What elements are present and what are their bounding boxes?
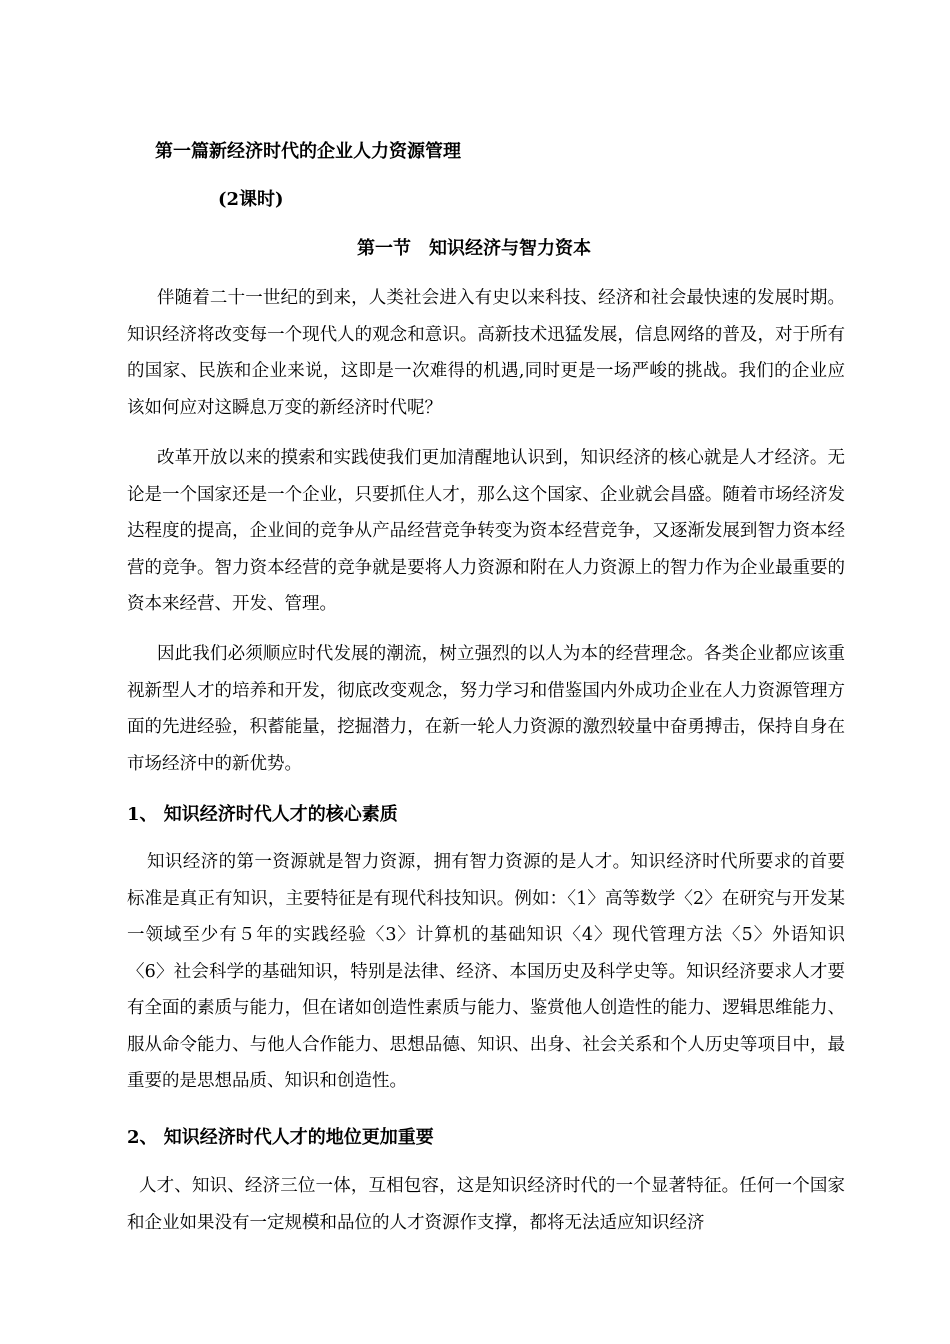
part-title: 第一篇新经济时代的企业人力资源管理 [155,141,461,162]
paragraph-3: 因此我们必须顺应时代发展的潮流，树立强烈的以人为本的经营理念。各类企业都应该重视新型人才的培养和开发，彻底改变观念，努力学习和借鉴国内外成功企业在人力资源管理方面的先进经验，积蓄能量，挖掘潜力，在新一轮人力资源的激烈较量中奋勇搏击，保持自身在市场经济中的新优势。 [127,644,845,774]
paragraph-2: 改革开放以来的摸索和实践使我们更加清醒地认识到，知识经济的核心就是人才经济。无论是一个国家还是一个企业，只要抓住人才，那么这个国家、企业就会昌盛。随着市场经济发达程度的提高，企业间的竞争从产品经营竞争转变为资本经营竞争，又逐渐发展到智力资本经营的竞争。智力资本经营的竞争就是要将人力资源和附在人力资源上的智力作为企业最重要的资本来经营、开发、管理。 [127,448,845,614]
paragraph-1: 伴随着二十一世纪的到来，人类社会进入有史以来科技、经济和社会最快速的发展时期。知识经济将改变每一个现代人的观念和意识。高新技术迅猛发展，信息网络的普及，对于所有的国家、民族和企业来说，这即是一次难得的机遇,同时更是一场严峻的挑战。我们的企业应该如何应对这瞬息万变的新经济时代呢？ [127,288,845,418]
subsection-1-title: 1、 知识经济时代人才的核心素质 [127,804,398,825]
hours-label: (2课时) [218,189,284,210]
subsection-2-title: 2、 知识经济时代人才的地位更加重要 [127,1127,434,1148]
subsection-1-text: 知识经济的第一资源就是智力资源，拥有智力资源的是人才。知识经济时代所要求的首要标准是真正有知识，主要特征是有现代科技知识。例如：〈1〉高等数学〈2〉在研究与开发某一领域至少有５年的实践经验〈3〉计算机的基础知识〈4〉现代管理方法〈5〉外语知识〈6〉社会科学的基础知识，特别是法律、经济、本国历史及科学史等。知识经济要求人才要有全面的素质与能力，但在诸如创造性素质与能力、鉴赏他人创造性的能力、逻辑思维能力、服从命令能力、与他人合作能力、思想品德、知识、出身、社会关系和个人历史等项目中，最重要的是思想品质、知识和创造性。 [127,852,845,1091]
subsection-2-text: 人才、知识、经济三位一体，互相包容，这是知识经济时代的一个显著特征。任何一个国家和企业如果没有一定规模和品位的人才资源作支撑，都将无法适应知识经济 [127,1176,845,1233]
section-title: 第一节 知识经济与智力资本 [357,238,591,259]
